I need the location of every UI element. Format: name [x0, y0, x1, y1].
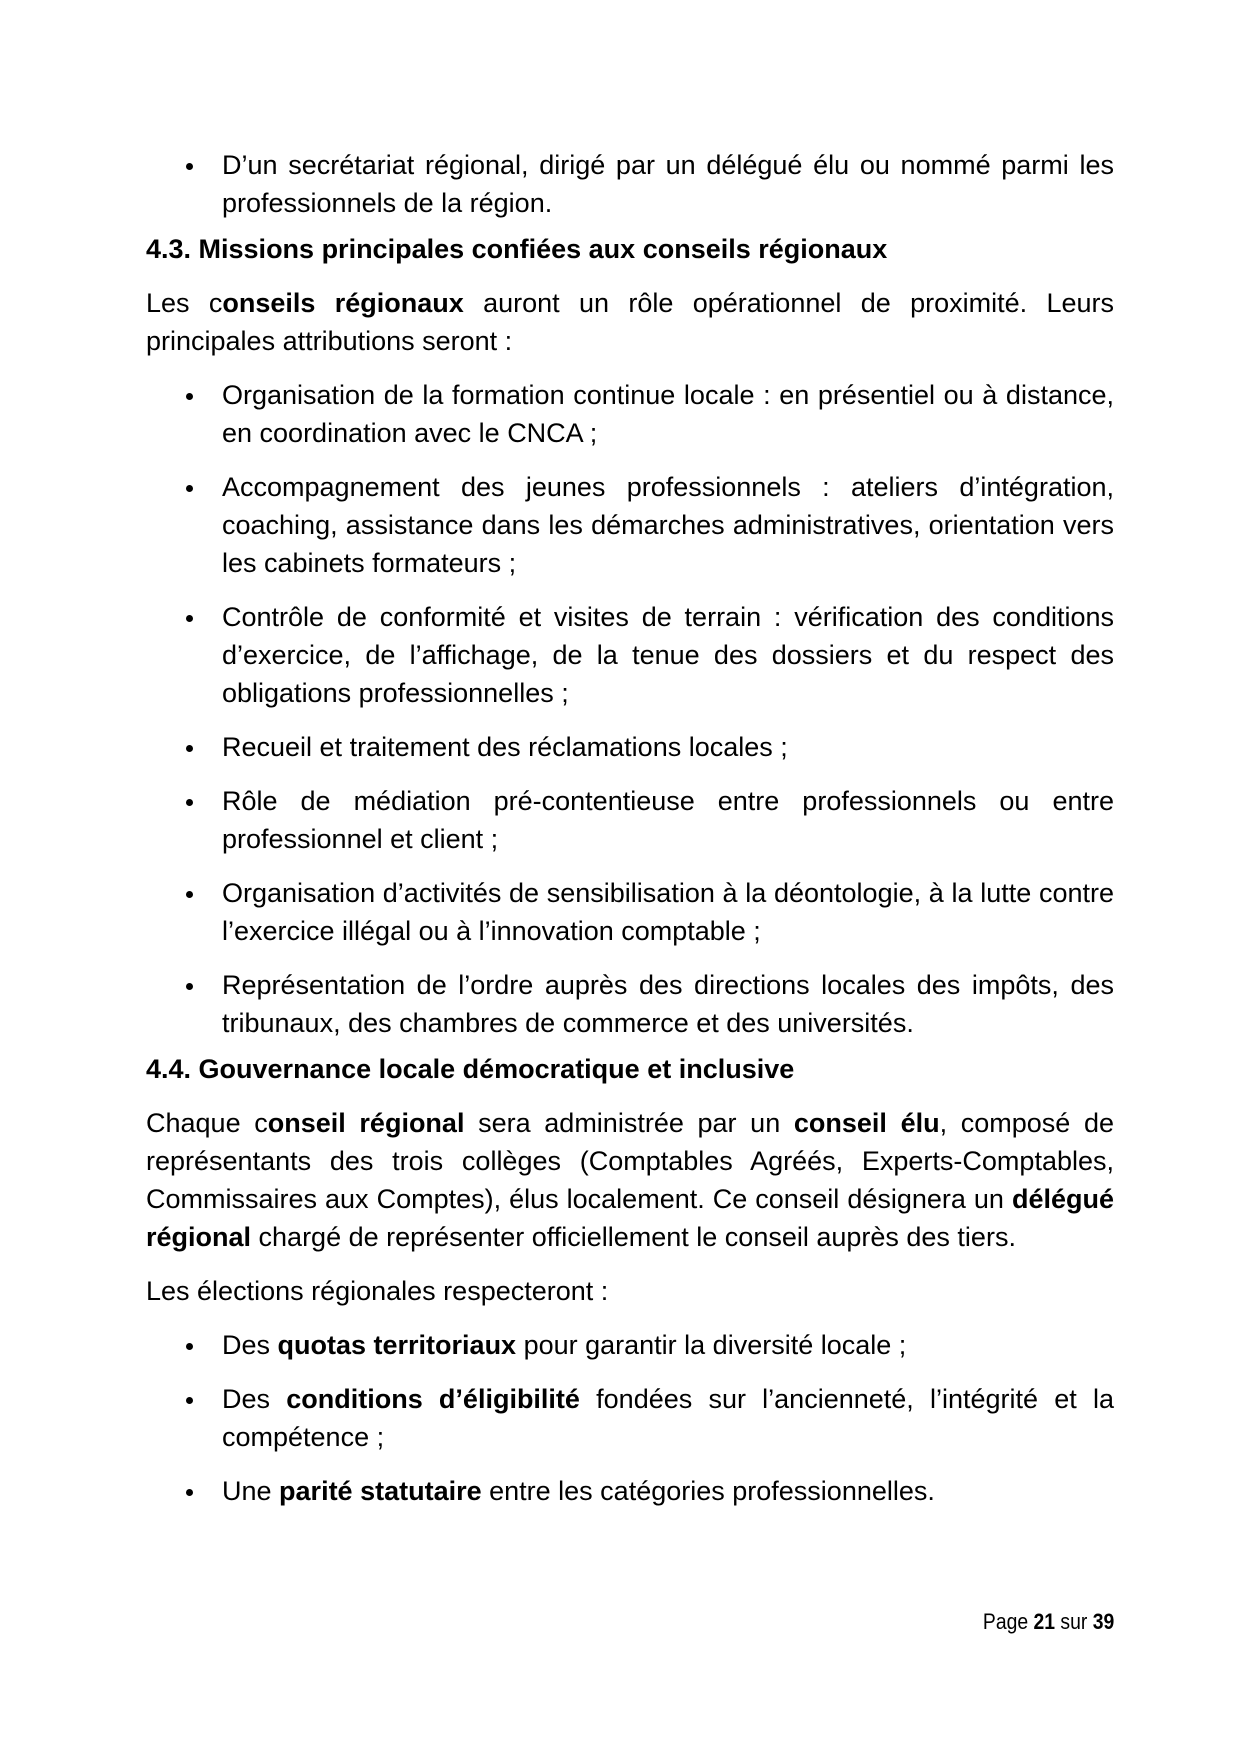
bullet-text: pour garantir la diversité locale ;	[516, 1330, 907, 1360]
paragraph-text: , composé de représentants des trois collèges (Comptables Agréés, Experts-Comptables, Commissaires aux Comptes), élus localement. Ce conseil désignera un	[146, 1108, 1114, 1214]
paragraph-text: Les c	[146, 288, 223, 318]
list-item	[146, 376, 1114, 452]
section-4-4-governance-paragraph	[146, 1104, 1114, 1256]
bullet-icon	[186, 393, 193, 400]
bold-term: délégué régional	[146, 1184, 1114, 1252]
bullet-text: Organisation de la formation continue locale : en présentiel ou à distance, en coordination avec le CNCA ;	[222, 380, 1114, 448]
list-item	[146, 1326, 1114, 1364]
section-4-4-elections-paragraph: Les élections régionales respecteront :	[146, 1276, 609, 1306]
bullet-icon	[186, 1343, 193, 1350]
bullet-text: Des	[222, 1384, 287, 1414]
list-item	[146, 1380, 1114, 1456]
footer-text: sur	[1054, 1609, 1093, 1634]
section-heading-4-3: 4.3. Missions principales confiées aux conseils régionaux	[146, 234, 888, 264]
bold-term: parité statutaire	[279, 1476, 482, 1506]
bullet-text: fondées sur l’ancienneté, l’intégrité et la compétence ;	[222, 1384, 1114, 1452]
section-4-3-intro-paragraph	[146, 284, 1114, 360]
paragraph-text: chargé de représenter officiellement le conseil auprès des tiers.	[251, 1222, 1016, 1252]
bullet-text: entre les catégories professionnelles.	[481, 1476, 935, 1506]
bold-term: conditions d’éligibilité	[286, 1384, 580, 1414]
bullet-icon	[186, 485, 193, 492]
bullet-text: Organisation d’activités de sensibilisation à la déontologie, à la lutte contre l’exercice illégal ou à l’innovation comptable ;	[222, 878, 1114, 946]
bullet-text: D’un secrétariat régional, dirigé par un délégué élu ou nommé parmi les professionnels de la région.	[222, 150, 1114, 218]
bullet-icon	[186, 891, 193, 898]
intro-bullet-list	[146, 146, 1114, 222]
elections-list	[146, 1326, 1114, 1510]
bullet-text: Des	[222, 1330, 278, 1360]
bullet-icon	[186, 163, 193, 170]
bold-term: onseil régional	[267, 1108, 465, 1138]
bullet-text: Accompagnement des jeunes professionnels : ateliers d’intégration, coaching, assistance dans les démarches administratives, orientation vers les cabinets formateurs ;	[222, 472, 1114, 578]
bullet-text: Contrôle de conformité et visites de terrain : vérification des conditions d’exercice, de l’affichage, de la tenue des dossiers et du respect des obligations professionnelles ;	[222, 602, 1114, 708]
bullet-icon	[186, 799, 193, 806]
paragraph-text: sera administrée par un	[464, 1108, 794, 1138]
bold-term: onseils régionaux	[222, 288, 464, 318]
bullet-icon	[186, 1489, 193, 1496]
bullet-icon	[186, 745, 193, 752]
section-heading-4-4: 4.4. Gouvernance locale démocratique et inclusive	[146, 1054, 795, 1084]
bold-term: conseil élu	[793, 1108, 940, 1138]
paragraph-text: Chaque c	[146, 1108, 268, 1138]
list-item	[146, 874, 1114, 950]
footer-text: Page	[982, 1609, 1034, 1634]
paragraph-text: auront un rôle opérationnel de proximité. Leurs principales attributions seront :	[146, 288, 1114, 356]
list-item	[146, 966, 1114, 1042]
bold-term: quotas territoriaux	[277, 1330, 517, 1360]
list-item	[146, 598, 1114, 712]
bullet-text: Rôle de médiation pré-contentieuse entre professionnels ou entre professionnel et client ;	[222, 786, 1114, 854]
bullet-text: Une	[222, 1476, 280, 1506]
list-item	[146, 1472, 1114, 1510]
current-page-number: 21	[1033, 1609, 1055, 1634]
bullet-icon	[186, 1397, 193, 1404]
total-page-count: 39	[1092, 1609, 1114, 1634]
list-item	[146, 728, 1114, 766]
bullet-icon	[186, 615, 193, 622]
page-number-footer	[983, 1609, 1114, 1635]
missions-list	[146, 376, 1114, 1042]
list-item	[146, 146, 1114, 222]
list-item	[146, 782, 1114, 858]
bullet-icon	[186, 983, 193, 990]
list-item	[146, 468, 1114, 582]
bullet-text: Recueil et traitement des réclamations locales ;	[222, 732, 788, 762]
bullet-text: Représentation de l’ordre auprès des directions locales des impôts, des tribunaux, des chambres de commerce et des universités.	[222, 970, 1114, 1038]
page-content	[146, 146, 1114, 1526]
